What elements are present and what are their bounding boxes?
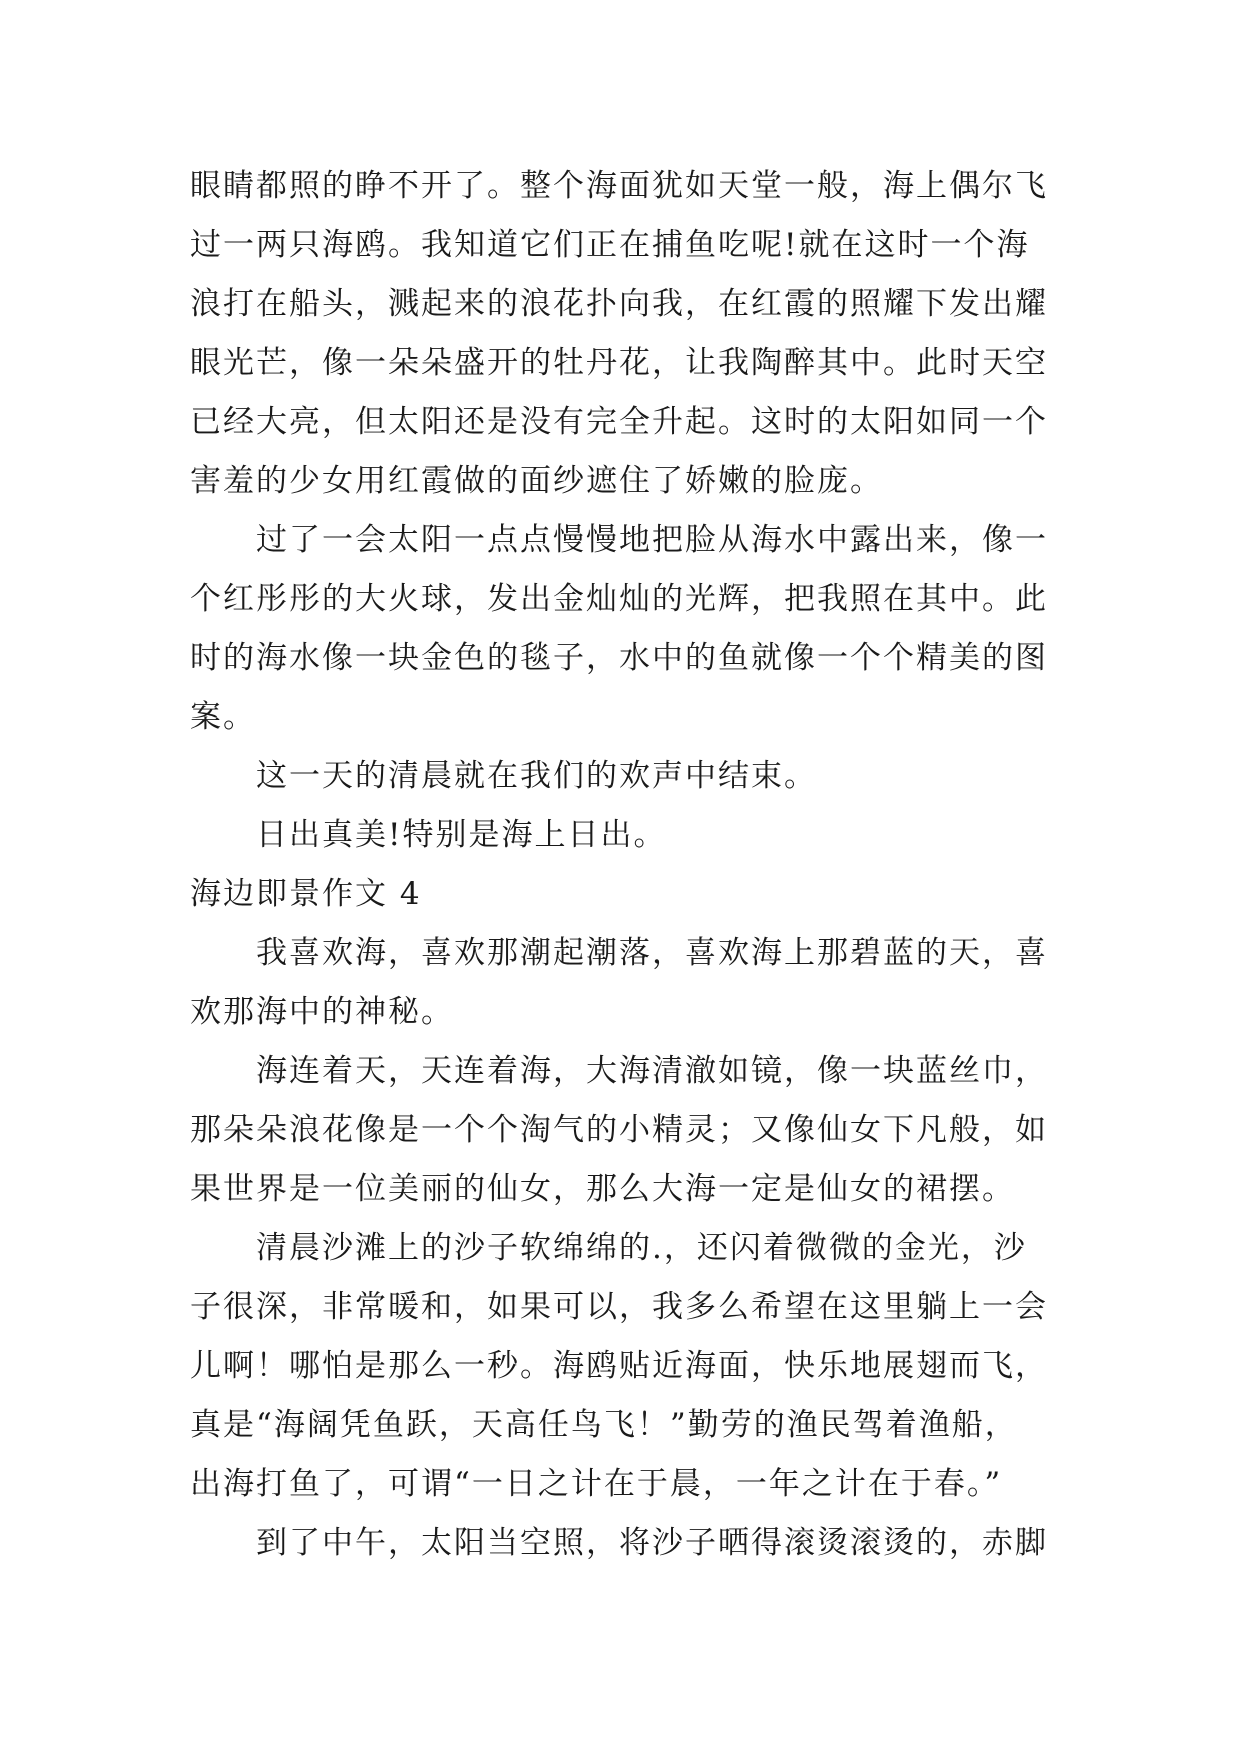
text-line-10: 案。	[190, 699, 256, 735]
text-line-1: 眼睛都照的睁不开了。整个海面犹如天堂一般，海上偶尔飞	[190, 168, 1048, 204]
text-line-24: 到了中午，太阳当空照，将沙子晒得滚烫滚烫的，赤脚	[256, 1525, 1048, 1561]
text-line-22: 真是“海阔凭鱼跃，天高任鸟飞！”勤劳的渔民驾着渔船，	[190, 1407, 1018, 1443]
text-line-5: 已经大亮，但太阳还是没有完全升起。这时的太阳如同一个	[190, 404, 1048, 440]
section-heading: 海边即景作文 4	[190, 876, 422, 912]
text-line-15: 欢那海中的神秘。	[190, 994, 454, 1030]
document-body	[190, 157, 1070, 1573]
text-line-6: 害羞的少女用红霞做的面纱遮住了娇嫩的脸庞。	[190, 463, 883, 499]
text-line-9: 时的海水像一块金色的毯子，水中的鱼就像一个个精美的图	[190, 640, 1048, 676]
text-line-3: 浪打在船头，溅起来的浪花扑向我，在红霞的照耀下发出耀	[190, 286, 1048, 322]
text-line-18: 果世界是一位美丽的仙女，那么大海一定是仙女的裙摆。	[190, 1171, 1015, 1207]
text-line-23: 出海打鱼了，可谓“一日之计在于晨，一年之计在于春。”	[190, 1466, 1003, 1502]
text-line-4: 眼光芒，像一朵朵盛开的牡丹花，让我陶醉其中。此时天空	[190, 345, 1048, 381]
text-line-8: 个红彤彤的大火球，发出金灿灿的光辉，把我照在其中。此	[190, 581, 1048, 617]
text-line-7: 过了一会太阳一点点慢慢地把脸从海水中露出来，像一	[256, 522, 1048, 558]
text-line-2: 过一两只海鸥。我知道它们正在捕鱼吃呢!就在这时一个海	[190, 227, 1030, 263]
text-line-14: 我喜欢海，喜欢那潮起潮落，喜欢海上那碧蓝的天，喜	[256, 935, 1048, 971]
text-line-16: 海连着天，天连着海，大海清澈如镜，像一块蓝丝巾，	[256, 1053, 1048, 1089]
text-line-17: 那朵朵浪花像是一个个淘气的小精灵；又像仙女下凡般，如	[190, 1112, 1048, 1148]
text-line-21: 儿啊！哪怕是那么一秒。海鸥贴近海面，快乐地展翅而飞，	[190, 1348, 1048, 1384]
text-line-20: 子很深，非常暖和，如果可以，我多么希望在这里躺上一会	[190, 1289, 1048, 1325]
text-line-19: 清晨沙滩上的沙子软绵绵的.，还闪着微微的金光，沙	[256, 1230, 1027, 1266]
text-line-11: 这一天的清晨就在我们的欢声中结束。	[256, 758, 817, 794]
text-line-12: 日出真美!特别是海上日出。	[256, 817, 667, 853]
